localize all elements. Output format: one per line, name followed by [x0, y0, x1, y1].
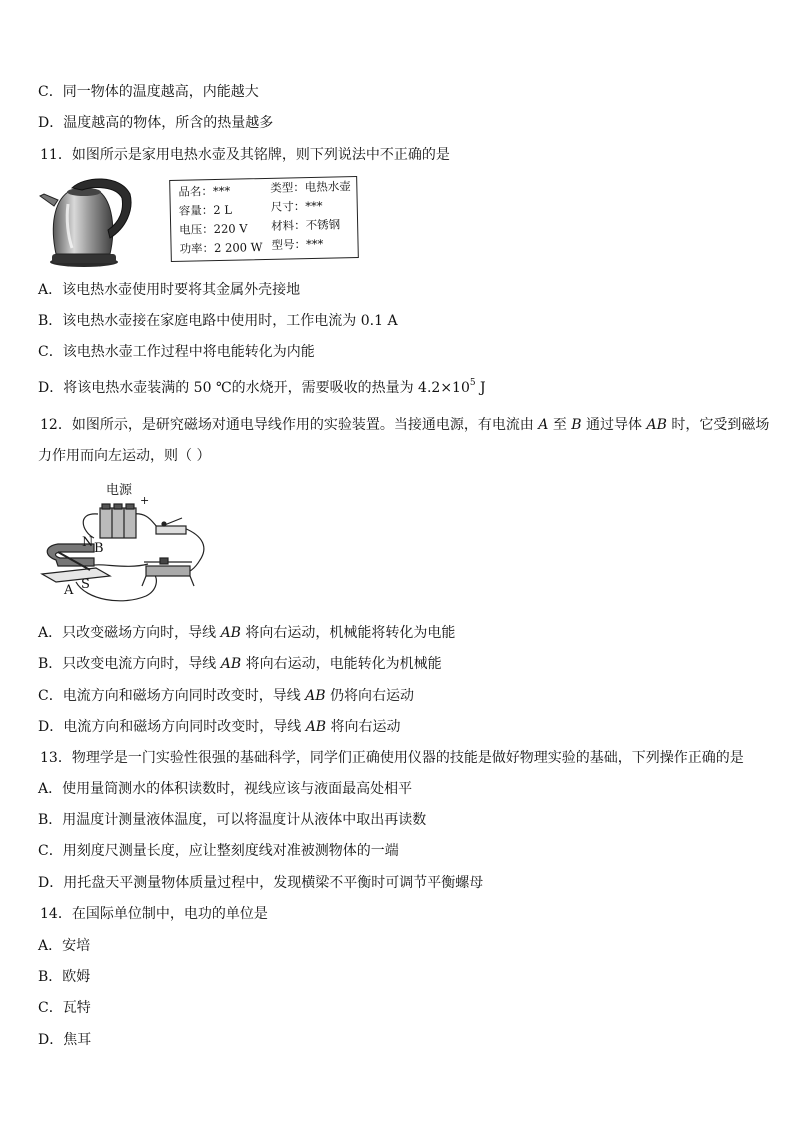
kettle-nameplate	[169, 176, 359, 262]
question-12-text: 通过导体	[581, 417, 647, 433]
conductor-ab-var: AB	[646, 417, 667, 433]
point-b-var: B	[571, 417, 582, 433]
conductor-ab-var: AB	[305, 688, 326, 704]
option-d-text: D．电流方向和磁场方向同时改变时，导线	[38, 719, 306, 735]
question-14-option-d: D．焦耳	[38, 1032, 92, 1048]
question-13-option-c: C．用刻度尺测量长度，应让整刻度线对准被测物体的一端	[38, 843, 399, 859]
south-pole-label: S	[81, 577, 90, 592]
question-11-option-c: C．该电热水壶工作过程中将电能转化为内能	[38, 344, 315, 360]
option-d-previous: D．温度越高的物体，所含的热量越多	[38, 115, 274, 131]
option-c-previous: C．同一物体的温度越高，内能越大	[38, 84, 259, 100]
nameplate-material: 材料：不锈钢	[270, 217, 341, 233]
question-11-option-d	[38, 379, 486, 397]
option-d-exponent: 5	[469, 378, 476, 388]
electric-kettle-image	[38, 176, 134, 268]
nameplate-capacity: 容量：2 L	[178, 202, 233, 218]
question-13: 13．物理学是一门实验性很强的基础科学，同学们正确使用仪器的技能是做好物理实验的基础，下列操作正确的是	[40, 750, 744, 766]
question-13-option-d: D．用托盘天平测量物体质量过程中，发现横梁不平衡时可调节平衡螺母	[38, 875, 484, 891]
power-source-label: 电源	[106, 483, 133, 498]
option-d-text: D．将该电热水壶装满的 50 ℃的水烧开，需要吸收的热量为 4.2×10	[38, 380, 470, 396]
question-12-option-b	[38, 655, 442, 673]
point-a-label: A	[64, 583, 74, 598]
nameplate-power: 功率：2 200 W	[179, 240, 263, 256]
magnetic-force-apparatus	[36, 482, 214, 606]
question-12-option-d	[38, 718, 401, 736]
question-12-text: 时，它受到磁场	[666, 417, 770, 433]
question-13-option-b: B．用温度计测量液体温度，可以将温度计从液体中取出再读数	[38, 812, 427, 828]
option-d-unit: J	[475, 380, 486, 396]
question-12-text: 至	[548, 417, 572, 433]
option-a-text: 将向右运动，机械能将转化为电能	[240, 625, 456, 641]
question-11-option-b: B．该电热水壶接在家庭电路中使用时，工作电流为 0.1 A	[38, 313, 398, 329]
question-11: 11．如图所示是家用电热水壶及其铭牌，则下列说法中不正确的是	[40, 147, 450, 163]
question-14: 14．在国际单位制中，电功的单位是	[40, 906, 268, 922]
nameplate-type: 类型：电热水壶	[270, 179, 351, 195]
nameplate-size: 尺寸：***	[270, 198, 323, 214]
question-12-text: 12．如图所示，是研究磁场对通电导线作用的实验装置。当接通电源，有电流由	[40, 417, 539, 433]
option-c-text: C．电流方向和磁场方向同时改变时，导线	[38, 688, 306, 704]
apparatus-drawing	[36, 482, 214, 606]
question-12-line-2: 力作用而向左运动，则（ ）	[38, 448, 211, 464]
point-b-label: B	[94, 541, 104, 556]
question-14-option-b: B．欧姆	[38, 969, 91, 985]
nameplate-model: 型号：***	[271, 236, 324, 252]
option-c-text: 仍将向右运动	[325, 688, 415, 704]
conductor-ab-var: AB	[305, 719, 327, 735]
option-b-text: 将向右运动，电能转化为机械能	[241, 656, 442, 672]
conductor-ab-var: AB	[220, 656, 242, 672]
conductor-ab-var: AB	[220, 625, 241, 641]
point-a-var: A	[538, 417, 549, 433]
option-b-text: B．只改变电流方向时，导线	[38, 656, 221, 672]
question-12-line-1	[40, 416, 769, 434]
question-11-option-a: A．该电热水壶使用时要将其金属外壳接地	[38, 282, 301, 298]
question-14-option-c: C．瓦特	[38, 1000, 91, 1016]
question-12-option-a	[38, 624, 455, 642]
option-a-text: A．只改变磁场方向时，导线	[38, 625, 221, 641]
option-d-text: 将向右运动	[326, 719, 401, 735]
question-13-option-a: A．使用量筒测水的体积读数时，视线应该与液面最高处相平	[38, 781, 413, 797]
nameplate-product-name: 品名：***	[178, 183, 231, 199]
north-pole-label: N	[82, 535, 94, 550]
question-14-option-a: A．安培	[38, 938, 91, 954]
positive-terminal-label: +	[140, 494, 150, 507]
question-12-option-c	[38, 687, 414, 705]
nameplate-voltage: 电压：220 V	[179, 221, 248, 237]
